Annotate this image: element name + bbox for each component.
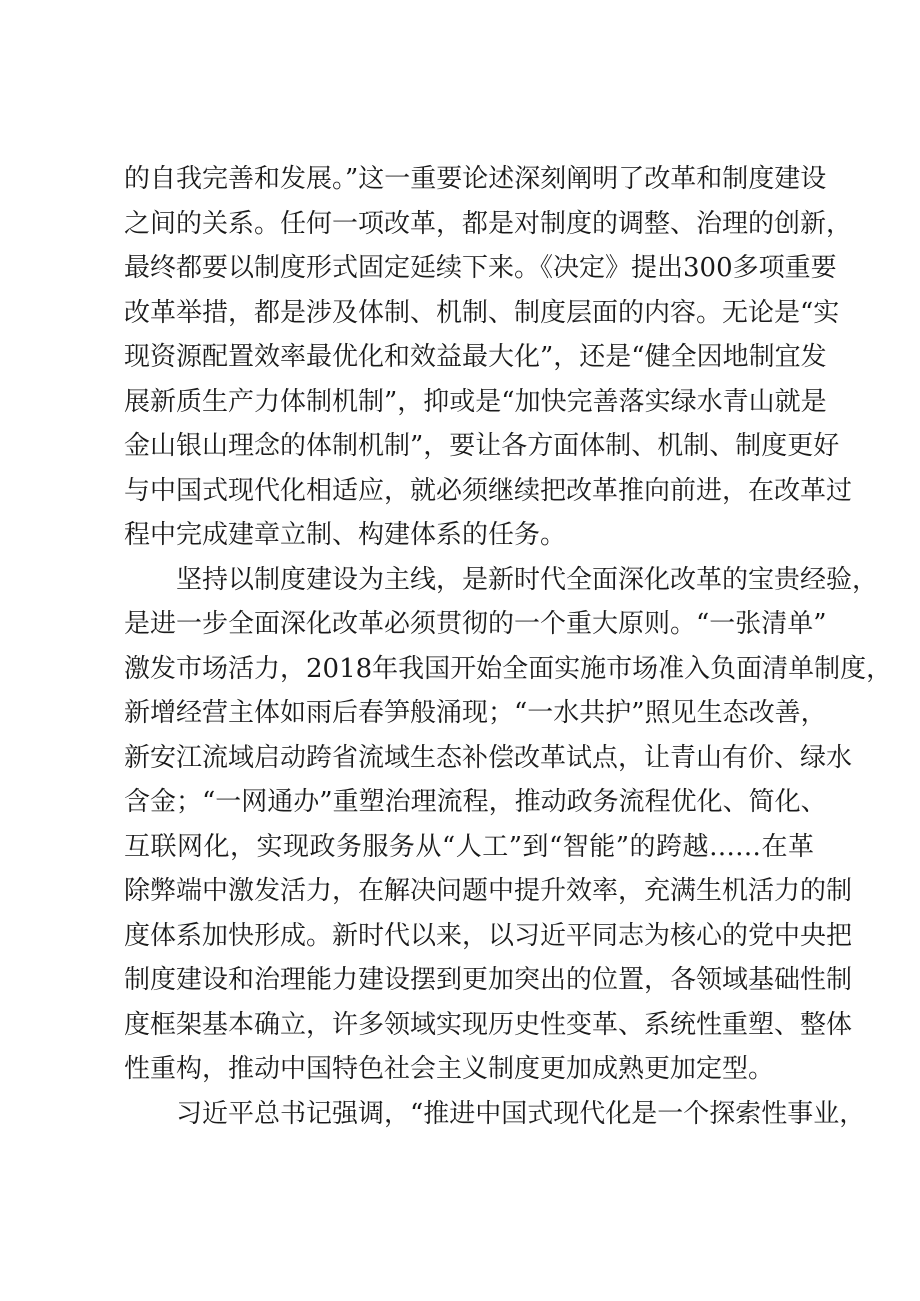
paragraph-line: 除弊端中激发活力，在解决问题中提升效率，充满生机活力的制 xyxy=(124,876,853,906)
paragraph-line: 新增经营主体如雨后春笋般涌现；“一水共护”照见生态改善， xyxy=(124,698,827,728)
paragraph-line: 程中完成建章立制、构建体系的任务。 xyxy=(124,520,567,550)
paragraph-line: 改革举措，都是涉及体制、机制、制度层面的内容。无论是“实 xyxy=(124,297,840,328)
paragraph-line: 激发市场活力，2018年我国开始全面实施市场准入负面清单制度， xyxy=(124,653,893,684)
paragraph-line: 度框架基本确立，许多领域实现历史性变革、系统性重塑、整体 xyxy=(124,1009,853,1040)
paragraph-2 xyxy=(124,558,893,1092)
paragraph-line: 性重构，推动中国特色社会主义制度更加成熟更加定型。 xyxy=(124,1054,775,1084)
paragraph-line: 展新质生产力体制机制”，抑或是“加快完善落实绿水青山就是 xyxy=(124,386,827,417)
paragraph-line: 最终都要以制度形式固定延续下来。《决定》提出300多项重要 xyxy=(124,253,837,283)
paragraph-line: 互联网化，实现政务服务从“人工”到“智能”的跨越……在革 xyxy=(124,831,814,862)
document-body xyxy=(124,157,893,1136)
paragraph-line: 之间的关系。任何一项改革，都是对制度的调整、治理的创新， xyxy=(124,208,853,239)
paragraph-line: 制度建设和治理能力建设摆到更加突出的位置，各领域基础性制 xyxy=(124,965,853,995)
paragraph-3 xyxy=(124,1092,866,1137)
paragraph-1 xyxy=(124,157,853,558)
paragraph-line: 坚持以制度建设为主线，是新时代全面深化改革的宝贵经验， xyxy=(176,564,879,595)
paragraph-line: 的自我完善和发展。”这一重要论述深刻阐明了改革和制度建设 xyxy=(124,164,827,194)
paragraph-line: 是进一步全面深化改革必须贯彻的一个重大原则。“一张清单” xyxy=(124,609,827,639)
paragraph-line: 新安江流域启动跨省流域生态补偿改革试点，让青山有价、绿水 xyxy=(124,742,853,773)
paragraph-line: 现资源配置效率最优化和效益最大化”，还是“健全因地制宜发 xyxy=(124,342,827,372)
paragraph-line: 与中国式现代化相适应，就必须继续把改革推向前进，在改革过 xyxy=(124,475,853,506)
paragraph-line: 金山银山理念的体制机制”，要让各方面体制、机制、制度更好 xyxy=(124,431,840,461)
paragraph-line: 习近平总书记强调，“推进中国式现代化是一个探索性事业， xyxy=(176,1098,866,1129)
paragraph-line: 度体系加快形成。新时代以来，以习近平同志为核心的党中央把 xyxy=(124,920,853,951)
paragraph-line: 含金；“一网通办”重塑治理流程，推动政务流程优化、简化、 xyxy=(124,787,827,817)
